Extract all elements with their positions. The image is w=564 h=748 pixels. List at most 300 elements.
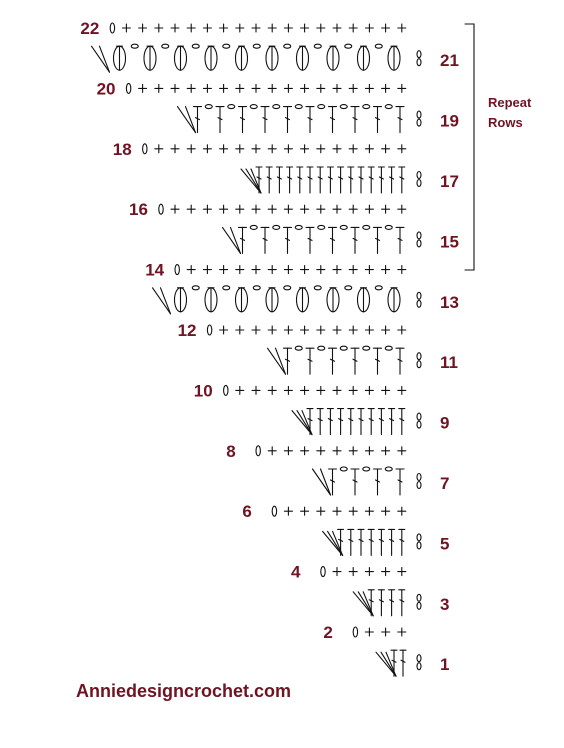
sc-symbol bbox=[187, 84, 195, 92]
chain-symbol bbox=[131, 44, 138, 48]
row-number: 2 bbox=[323, 623, 333, 642]
turning-chain-symbol bbox=[417, 421, 421, 428]
sc-symbol bbox=[333, 24, 341, 32]
turning-chain-symbol bbox=[417, 51, 421, 58]
row-number: 13 bbox=[440, 292, 459, 312]
sc-symbol bbox=[252, 84, 260, 92]
tr-symbol bbox=[399, 167, 405, 193]
dc-symbol bbox=[396, 227, 404, 253]
tr-symbol bbox=[400, 650, 406, 676]
sc-symbol bbox=[268, 266, 276, 274]
row-5 bbox=[323, 529, 450, 555]
website-credit: Anniedesigncrochet.com bbox=[76, 681, 292, 701]
chain-symbol bbox=[318, 346, 325, 350]
dc-symbol bbox=[239, 107, 247, 133]
tr-symbol bbox=[317, 167, 323, 193]
sc-symbol bbox=[365, 84, 373, 92]
tr-symbol bbox=[378, 409, 384, 435]
turning-chain-symbol bbox=[417, 474, 421, 481]
turning-chain-symbol bbox=[417, 655, 421, 662]
sc-symbol bbox=[203, 145, 211, 153]
sc-symbol bbox=[268, 145, 276, 153]
sc-symbol bbox=[333, 326, 341, 334]
chain-symbol bbox=[340, 225, 347, 229]
chain-symbol bbox=[363, 105, 370, 109]
chain-symbol bbox=[363, 467, 370, 471]
sc-symbol bbox=[301, 266, 309, 274]
sc-symbol bbox=[187, 24, 195, 32]
sc-symbol bbox=[252, 266, 260, 274]
chain-symbol bbox=[126, 83, 130, 93]
sc-symbol bbox=[187, 205, 195, 213]
sc-symbol bbox=[301, 507, 309, 515]
dc-symbol bbox=[284, 107, 292, 133]
chain-symbol bbox=[162, 44, 169, 48]
sc-symbol bbox=[301, 386, 309, 394]
tr-symbol bbox=[389, 590, 395, 616]
chain-symbol bbox=[321, 567, 325, 577]
sc-symbol bbox=[236, 386, 244, 394]
chain-symbol bbox=[284, 44, 291, 48]
sc-symbol bbox=[398, 507, 406, 515]
sc-symbol bbox=[171, 205, 179, 213]
tr-symbol bbox=[399, 529, 405, 555]
turning-chain-symbol bbox=[417, 361, 421, 368]
row-number: 9 bbox=[440, 413, 450, 433]
cluster-symbol bbox=[144, 46, 156, 70]
sc-symbol bbox=[317, 326, 325, 334]
fan-symbol bbox=[223, 227, 241, 253]
tr-symbol bbox=[327, 409, 333, 435]
row-number: 16 bbox=[129, 200, 148, 220]
chain-symbol bbox=[224, 385, 228, 395]
sc-symbol bbox=[220, 84, 228, 92]
sc-symbol bbox=[382, 507, 390, 515]
turning-chain-symbol bbox=[417, 534, 421, 541]
sc-symbol bbox=[317, 507, 325, 515]
sc-symbol bbox=[203, 24, 211, 32]
sc-symbol bbox=[349, 386, 357, 394]
sc-symbol bbox=[252, 386, 260, 394]
dc-symbol bbox=[396, 469, 404, 495]
cluster-symbol bbox=[327, 288, 339, 312]
chain-symbol bbox=[385, 346, 392, 350]
sc-symbol bbox=[365, 326, 373, 334]
cluster-symbol bbox=[266, 288, 278, 312]
fan-symbol bbox=[268, 348, 286, 374]
chain-symbol bbox=[318, 225, 325, 229]
sc-symbol bbox=[155, 145, 163, 153]
sc-symbol bbox=[365, 628, 373, 636]
row-11 bbox=[268, 346, 458, 374]
cluster-symbol bbox=[236, 288, 248, 312]
dc-symbol bbox=[306, 348, 314, 374]
sc-symbol bbox=[187, 145, 195, 153]
sc-symbol bbox=[349, 568, 357, 576]
sc-symbol bbox=[236, 205, 244, 213]
row-8 bbox=[226, 442, 406, 461]
row-number: 14 bbox=[145, 260, 165, 280]
sc-symbol bbox=[284, 507, 292, 515]
tr-symbol bbox=[348, 409, 354, 435]
turning-chain-symbol bbox=[417, 119, 421, 126]
dc-symbol bbox=[306, 107, 314, 133]
sc-symbol bbox=[349, 84, 357, 92]
sc-symbol bbox=[252, 326, 260, 334]
sc-symbol bbox=[349, 145, 357, 153]
sc-symbol bbox=[220, 266, 228, 274]
dc-symbol bbox=[284, 227, 292, 253]
sc-symbol bbox=[398, 145, 406, 153]
chain-symbol bbox=[314, 44, 321, 48]
sc-symbol bbox=[301, 447, 309, 455]
sc-symbol bbox=[301, 205, 309, 213]
sc-symbol bbox=[398, 447, 406, 455]
dc-symbol bbox=[284, 348, 292, 374]
tr-symbol bbox=[276, 167, 282, 193]
chain-symbol bbox=[223, 44, 230, 48]
sc-symbol bbox=[139, 24, 147, 32]
sc-symbol bbox=[365, 568, 373, 576]
tr-symbol bbox=[368, 167, 374, 193]
chain-symbol bbox=[273, 105, 280, 109]
row-17 bbox=[241, 167, 459, 193]
sc-symbol bbox=[284, 326, 292, 334]
sc-symbol bbox=[236, 84, 244, 92]
turning-chain-symbol bbox=[417, 292, 421, 299]
tr-symbol bbox=[378, 529, 384, 555]
sc-symbol bbox=[382, 145, 390, 153]
sc-symbol bbox=[382, 447, 390, 455]
chain-symbol bbox=[273, 225, 280, 229]
sc-symbol bbox=[236, 326, 244, 334]
sc-symbol bbox=[398, 205, 406, 213]
chain-symbol bbox=[272, 506, 276, 516]
cluster-symbol bbox=[266, 46, 278, 70]
repeat-label-line2: Rows bbox=[488, 115, 523, 130]
sc-symbol bbox=[171, 24, 179, 32]
chain-symbol bbox=[192, 286, 199, 290]
chain-symbol bbox=[353, 627, 357, 637]
sc-symbol bbox=[252, 205, 260, 213]
cluster-symbol bbox=[205, 288, 217, 312]
row-number: 12 bbox=[177, 321, 197, 340]
fan-symbol bbox=[292, 411, 312, 435]
sc-symbol bbox=[284, 145, 292, 153]
sc-symbol bbox=[398, 266, 406, 274]
sc-symbol bbox=[284, 266, 292, 274]
dc-symbol bbox=[351, 469, 359, 495]
cluster-symbol bbox=[327, 46, 339, 70]
chain-symbol bbox=[363, 346, 370, 350]
sc-symbol bbox=[317, 447, 325, 455]
sc-symbol bbox=[365, 24, 373, 32]
row-number: 1 bbox=[440, 655, 450, 675]
cluster-symbol bbox=[297, 46, 309, 70]
cluster-symbol bbox=[175, 46, 187, 70]
chain-symbol bbox=[295, 346, 302, 350]
sc-symbol bbox=[333, 447, 341, 455]
fan-symbol bbox=[313, 469, 331, 495]
sc-symbol bbox=[349, 447, 357, 455]
chain-symbol bbox=[385, 467, 392, 471]
sc-symbol bbox=[365, 145, 373, 153]
dc-symbol bbox=[374, 107, 382, 133]
sc-symbol bbox=[398, 84, 406, 92]
sc-symbol bbox=[284, 447, 292, 455]
row-9 bbox=[292, 409, 449, 435]
sc-symbol bbox=[203, 266, 211, 274]
turning-chain-symbol bbox=[417, 663, 421, 670]
tr-symbol bbox=[378, 167, 384, 193]
chain-symbol bbox=[110, 23, 114, 33]
sc-symbol bbox=[203, 205, 211, 213]
sc-symbol bbox=[365, 266, 373, 274]
chain-symbol bbox=[363, 225, 370, 229]
chain-symbol bbox=[253, 286, 260, 290]
tr-symbol bbox=[338, 409, 344, 435]
sc-symbol bbox=[365, 386, 373, 394]
repeat-bracket bbox=[465, 24, 474, 270]
sc-symbol bbox=[382, 568, 390, 576]
sc-symbol bbox=[333, 386, 341, 394]
row-1 bbox=[376, 650, 449, 676]
sc-symbol bbox=[203, 84, 211, 92]
sc-symbol bbox=[333, 84, 341, 92]
turning-chain-symbol bbox=[417, 300, 421, 307]
dc-symbol bbox=[374, 227, 382, 253]
sc-symbol bbox=[349, 507, 357, 515]
chain-symbol bbox=[340, 346, 347, 350]
tr-symbol bbox=[338, 167, 344, 193]
row-number: 21 bbox=[440, 51, 459, 71]
sc-symbol bbox=[301, 84, 309, 92]
row-number: 17 bbox=[440, 172, 459, 191]
turning-chain-symbol bbox=[417, 232, 421, 239]
tr-symbol bbox=[317, 409, 323, 435]
dc-symbol bbox=[329, 469, 337, 495]
row-number: 4 bbox=[291, 562, 301, 582]
dc-symbol bbox=[306, 227, 314, 253]
sc-symbol bbox=[398, 326, 406, 334]
sc-symbol bbox=[382, 326, 390, 334]
row-3 bbox=[353, 590, 449, 616]
row-number: 3 bbox=[440, 594, 450, 614]
sc-symbol bbox=[301, 24, 309, 32]
sc-symbol bbox=[333, 205, 341, 213]
sc-symbol bbox=[398, 386, 406, 394]
sc-symbol bbox=[382, 266, 390, 274]
chain-symbol bbox=[250, 225, 257, 229]
cluster-symbol bbox=[388, 46, 400, 70]
chain-symbol bbox=[159, 204, 163, 214]
chain-symbol bbox=[228, 105, 235, 109]
tr-symbol bbox=[287, 167, 293, 193]
sc-symbol bbox=[382, 205, 390, 213]
chain-symbol bbox=[385, 225, 392, 229]
chain-symbol bbox=[340, 467, 347, 471]
sc-symbol bbox=[268, 386, 276, 394]
cluster-symbol bbox=[236, 46, 248, 70]
row-number: 11 bbox=[440, 353, 458, 373]
chain-symbol bbox=[345, 44, 352, 48]
sc-symbol bbox=[317, 84, 325, 92]
tr-symbol bbox=[358, 409, 364, 435]
turning-chain-symbol bbox=[417, 482, 421, 489]
tr-symbol bbox=[368, 529, 374, 555]
sc-symbol bbox=[236, 266, 244, 274]
row-16 bbox=[129, 200, 406, 219]
tr-symbol bbox=[399, 590, 405, 616]
sc-symbol bbox=[252, 24, 260, 32]
fan-symbol bbox=[241, 169, 261, 193]
chain-symbol bbox=[143, 144, 147, 154]
row-number: 22 bbox=[80, 19, 100, 38]
sc-symbol bbox=[155, 24, 163, 32]
tr-symbol bbox=[297, 167, 303, 193]
sc-symbol bbox=[301, 326, 309, 334]
row-6 bbox=[242, 502, 405, 521]
sc-symbol bbox=[301, 145, 309, 153]
sc-symbol bbox=[333, 266, 341, 274]
sc-symbol bbox=[365, 507, 373, 515]
turning-chain-symbol bbox=[417, 111, 421, 118]
sc-symbol bbox=[333, 507, 341, 515]
sc-symbol bbox=[122, 24, 130, 32]
turning-chain-symbol bbox=[417, 59, 421, 66]
dc-symbol bbox=[374, 348, 382, 374]
sc-symbol bbox=[398, 628, 406, 636]
turning-chain-symbol bbox=[417, 413, 421, 420]
chain-symbol bbox=[375, 44, 382, 48]
row-19 bbox=[178, 105, 459, 133]
chain-symbol bbox=[295, 225, 302, 229]
sc-symbol bbox=[365, 447, 373, 455]
turning-chain-symbol bbox=[417, 172, 421, 179]
row-number: 18 bbox=[112, 139, 132, 159]
chain-symbol bbox=[253, 44, 260, 48]
chain-symbol bbox=[175, 265, 179, 275]
sc-symbol bbox=[252, 145, 260, 153]
row-13 bbox=[153, 286, 459, 314]
dc-symbol bbox=[374, 469, 382, 495]
chain-symbol bbox=[318, 105, 325, 109]
row-22 bbox=[80, 19, 405, 38]
sc-symbol bbox=[220, 326, 228, 334]
sc-symbol bbox=[382, 84, 390, 92]
tr-symbol bbox=[327, 167, 333, 193]
tr-symbol bbox=[266, 167, 272, 193]
row-7 bbox=[313, 467, 450, 495]
row-number: 8 bbox=[226, 441, 236, 461]
tr-symbol bbox=[399, 409, 405, 435]
tr-symbol bbox=[358, 529, 364, 555]
sc-symbol bbox=[268, 326, 276, 334]
sc-symbol bbox=[317, 386, 325, 394]
sc-symbol bbox=[382, 628, 390, 636]
sc-symbol bbox=[187, 266, 195, 274]
sc-symbol bbox=[333, 568, 341, 576]
chain-symbol bbox=[250, 105, 257, 109]
chain-symbol bbox=[205, 105, 212, 109]
tr-symbol bbox=[358, 167, 364, 193]
fan-symbol bbox=[92, 46, 110, 72]
cluster-symbol bbox=[175, 288, 187, 312]
sc-symbol bbox=[171, 145, 179, 153]
cluster-symbol bbox=[297, 288, 309, 312]
chain-symbol bbox=[345, 286, 352, 290]
dc-symbol bbox=[351, 107, 359, 133]
turning-chain-symbol bbox=[417, 542, 421, 549]
row-number: 19 bbox=[440, 111, 459, 131]
sc-symbol bbox=[349, 24, 357, 32]
dc-symbol bbox=[261, 227, 269, 253]
sc-symbol bbox=[284, 24, 292, 32]
sc-symbol bbox=[171, 84, 179, 92]
row-number: 15 bbox=[440, 232, 459, 252]
cluster-symbol bbox=[358, 288, 370, 312]
row-2 bbox=[323, 623, 405, 642]
sc-symbol bbox=[236, 145, 244, 153]
sc-symbol bbox=[349, 266, 357, 274]
dc-symbol bbox=[396, 107, 404, 133]
sc-symbol bbox=[365, 205, 373, 213]
sc-symbol bbox=[382, 24, 390, 32]
dc-symbol bbox=[351, 348, 359, 374]
dc-symbol bbox=[194, 107, 202, 133]
sc-symbol bbox=[284, 84, 292, 92]
sc-symbol bbox=[268, 24, 276, 32]
chain-symbol bbox=[192, 44, 199, 48]
sc-symbol bbox=[284, 205, 292, 213]
sc-symbol bbox=[398, 568, 406, 576]
sc-symbol bbox=[155, 84, 163, 92]
dc-symbol bbox=[351, 227, 359, 253]
tr-symbol bbox=[368, 409, 374, 435]
row-4 bbox=[291, 563, 406, 582]
turning-chain-symbol bbox=[417, 240, 421, 247]
fan-symbol bbox=[376, 652, 396, 676]
turning-chain-symbol bbox=[417, 602, 421, 609]
sc-symbol bbox=[139, 84, 147, 92]
row-number: 6 bbox=[242, 502, 252, 522]
row-18 bbox=[113, 140, 406, 159]
chain-symbol bbox=[284, 286, 291, 290]
sc-symbol bbox=[220, 145, 228, 153]
cluster-symbol bbox=[388, 288, 400, 312]
dc-symbol bbox=[216, 107, 224, 133]
row-number: 20 bbox=[96, 79, 116, 99]
dc-symbol bbox=[239, 227, 247, 253]
fan-symbol bbox=[178, 107, 196, 133]
chain-symbol bbox=[314, 286, 321, 290]
sc-symbol bbox=[268, 447, 276, 455]
dc-symbol bbox=[329, 348, 337, 374]
fan-symbol bbox=[153, 288, 171, 314]
row-number: 10 bbox=[193, 381, 213, 401]
dc-symbol bbox=[261, 107, 269, 133]
dc-symbol bbox=[396, 348, 404, 374]
sc-symbol bbox=[236, 24, 244, 32]
sc-symbol bbox=[398, 24, 406, 32]
chain-symbol bbox=[256, 446, 260, 456]
sc-symbol bbox=[220, 24, 228, 32]
turning-chain-symbol bbox=[417, 353, 421, 360]
row-15 bbox=[223, 225, 459, 253]
chain-symbol bbox=[385, 105, 392, 109]
turning-chain-symbol bbox=[417, 180, 421, 187]
sc-symbol bbox=[220, 205, 228, 213]
